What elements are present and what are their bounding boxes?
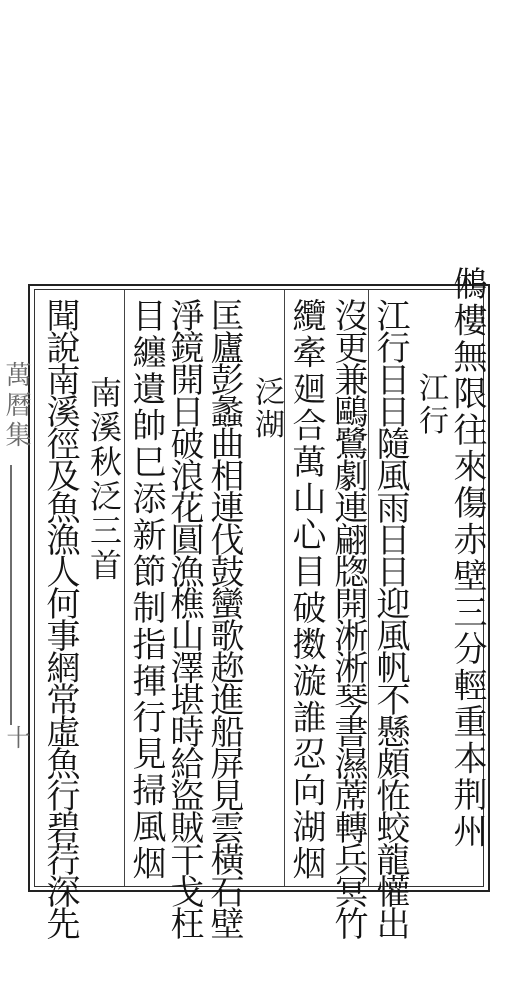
book-title-edge: 萬曆集 xyxy=(1,361,31,451)
text-column-4: 沒更兼鷗鷺劇連翩牎開淅淅琴書濕蓆轉兵冥竹 xyxy=(328,298,368,938)
edge-bar xyxy=(10,465,12,725)
text-column-9: 目纏遺帥巳添新節制指揮行見掃風烟 xyxy=(126,298,166,882)
text-column-7: 匡廬彭蠡曲相連伐鼓蠻歌趂進船屏見雲橫石壁 xyxy=(204,298,244,938)
poem-title-fanhu: 泛湖 xyxy=(249,376,284,441)
text-column-8: 淨鏡開日破浪花圓漁樵山澤堪時給盜賊干戈枉 xyxy=(164,298,204,938)
text-column-1: 鵂樓無限往來傷赤壁三分輕重本荆州 xyxy=(447,266,487,850)
column-rule xyxy=(368,290,369,886)
folio-number: 十 xyxy=(2,725,30,749)
column-rule xyxy=(124,290,125,886)
page-edge-band xyxy=(0,355,30,875)
poem-title-nanxi: 南溪秋泛三首 xyxy=(85,376,123,583)
text-column-3: 江行日日隨風雨日日迎風帆不懸頗恠蛟龍懽出 xyxy=(370,298,410,938)
poem-title-jiangxing: 江行 xyxy=(413,372,448,437)
text-column-6: 纜牽廻合萬山心目破擞漩誰忍向湖烟 xyxy=(286,298,326,882)
text-column-11: 聞說南溪徑及魚漁人何事網常虛魚行碧荇深先 xyxy=(40,298,80,938)
